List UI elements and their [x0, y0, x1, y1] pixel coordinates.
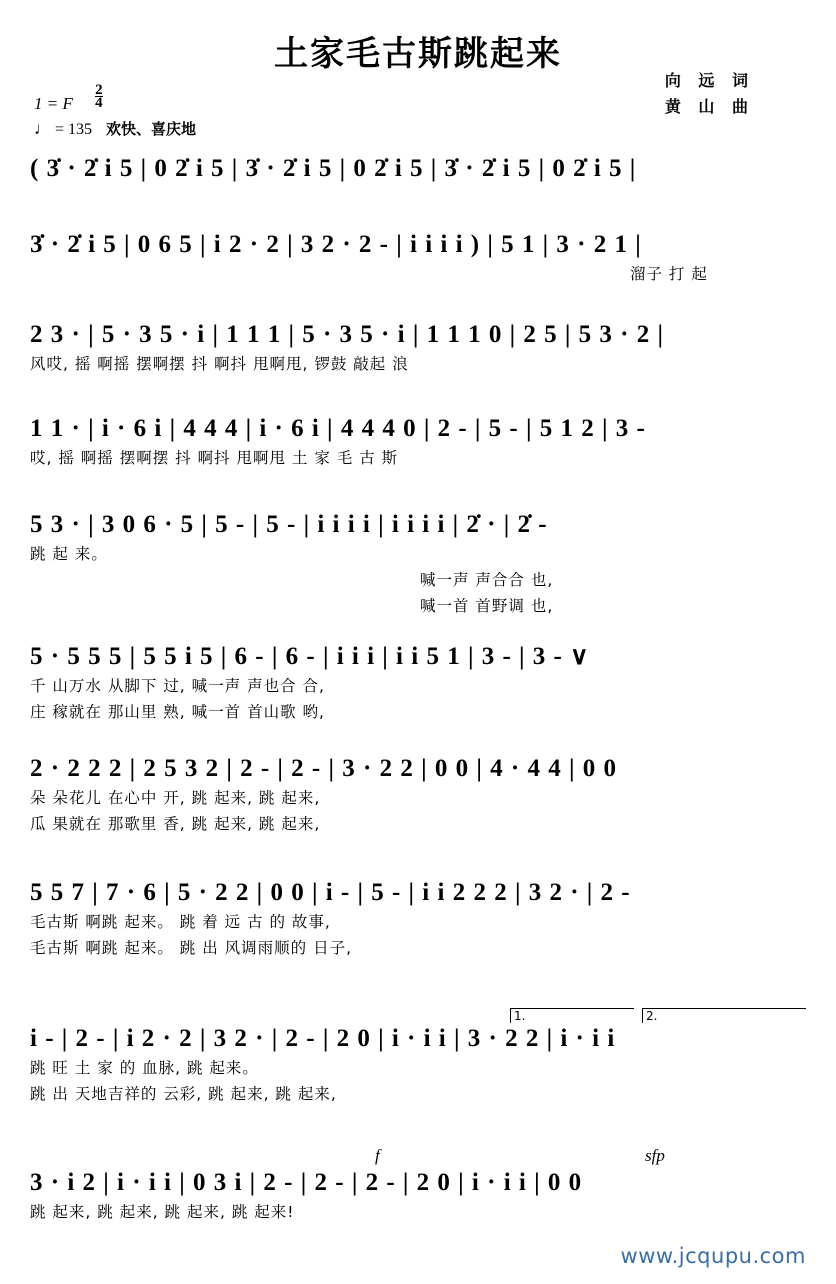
lyric-line-verse1: 跳 旺 土 家 的 血脉, 跳 起来。	[30, 1059, 259, 1077]
watermark-url: www.jcqupu.com	[620, 1244, 806, 1268]
lyric-line-verse1: 喊一声 声合合 也,	[420, 571, 554, 589]
lyric-line-verse2: 庄 稼就在 那山里 熟, 喊一首 首山歌 哟,	[30, 703, 325, 721]
music-system	[30, 640, 810, 724]
dynamic-sforzando-piano: sfp	[645, 1146, 665, 1165]
tempo-value: = 135	[55, 121, 93, 138]
lyric-line-verse2: 毛古斯 啊跳 起来。 跳 出 风调雨顺的 日子,	[30, 939, 352, 957]
notation-line: ( 3̇ · 2̇ i 5 | 0 2̇ i 5 | 3̇ · 2̇ i 5 | 0 2̇ i 5 | 3̇ · 2̇ i 5 | 0 2̇ i 5 |	[30, 155, 637, 182]
first-ending-bracket: 1.	[510, 1008, 634, 1023]
notation-line: 3̇ · 2̇ i 5 | 0 6 5 | i 2 · 2 | 3 2 · 2 - | i i i i ) | 5 1 | 3 · 2 1 |	[30, 231, 642, 258]
lyricist-credit: 向 远 词	[664, 71, 754, 90]
lyric-line: 溜子 打 起	[630, 265, 708, 283]
notation-line: 1 1 · | i · 6 i | 4 4 4 | i · 6 i | 4 4 4 0 | 2 - | 5 - | 5 1 2 | 3 -	[30, 415, 646, 442]
music-system	[30, 412, 810, 470]
notation-line: 5 3 · | 3 0 6 · 5 | 5 - | 5 - | i i i i | i i i i | 2̇ · | 2̇ -	[30, 511, 548, 538]
music-system	[30, 876, 810, 960]
notation-line: 5 · 5 5 5 | 5 5 i 5 | 6 - | 6 - | i i i | i i 5 1 | 3 - | 3 - ∨	[30, 643, 590, 670]
dynamic-forte: f	[375, 1146, 380, 1165]
music-system	[30, 1146, 810, 1224]
key-signature-block	[34, 82, 103, 114]
music-system	[30, 752, 810, 836]
lyric-line-verse1: 毛古斯 啊跳 起来。 跳 着 远 古 的 故事,	[30, 913, 331, 931]
lyric-line-verse2: 瓜 果就在 那歌里 香, 跳 起来, 跳 起来,	[30, 815, 321, 833]
lyric-line-verse1: 千 山万水 从脚下 过, 喊一声 声也合 合,	[30, 677, 325, 695]
composer-credit: 黄 山 曲	[664, 97, 754, 116]
page-title: 土家毛古斯跳起来	[274, 34, 562, 74]
expression-marking: 欢快、喜庆地	[106, 120, 197, 138]
lyric-line-verse2: 喊一首 首野调 也,	[420, 597, 554, 615]
second-ending-bracket: 2.	[642, 1008, 806, 1023]
lyric-line-verse2: 跳 出 天地吉祥的 云彩, 跳 起来, 跳 起来,	[30, 1085, 337, 1103]
music-system	[30, 508, 810, 618]
music-system	[30, 152, 810, 186]
music-system	[30, 228, 810, 286]
notation-line: 2 3 · | 5 · 3 5 · i | 1 1 1 | 5 · 3 5 · i | 1 1 1 0 | 2 5 | 5 3 · 2 |	[30, 321, 664, 348]
lyric-line-verse1: 朵 朵花儿 在心中 开, 跳 起来, 跳 起来,	[30, 789, 321, 807]
lyric-line: 哎, 摇 啊摇 摆啊摆 抖 啊抖 甩啊甩 土 家 毛 古 斯	[30, 449, 399, 467]
notation-line: 2 · 2 2 2 | 2 5 3 2 | 2 - | 2 - | 3 · 2 2 | 0 0 | 4 · 4 4 | 0 0	[30, 755, 617, 782]
lyric-line: 风哎, 摇 啊摇 摆啊摆 抖 啊抖 甩啊甩, 锣鼓 敲起 浪	[30, 355, 409, 373]
key-signature: 1 = F	[34, 94, 73, 113]
notation-line: 3 · i 2 | i · i i | 0 3 i | 2 - | 2 - | 2 - | 2 0 | i · i i | 0 0	[30, 1169, 583, 1196]
notation-line: 5 5 7 | 7 · 6 | 5 · 2 2 | 0 0 | i - | 5 - | i i 2 2 2 | 3 2 · | 2 -	[30, 879, 631, 906]
lyric-line: 跳 起来, 跳 起来, 跳 起来, 跳 起来!	[30, 1203, 295, 1221]
quarter-note-icon: ♩	[34, 119, 51, 138]
notation-line: i - | 2 - | i 2 · 2 | 3 2 · | 2 - | 2 0 | i · i i | 3 · 2 2 | i · i i	[30, 1025, 616, 1052]
time-signature-numerator: 2	[95, 82, 103, 98]
music-system	[30, 318, 810, 376]
music-system	[30, 1008, 810, 1106]
time-signature	[95, 84, 103, 109]
credits-block	[665, 68, 754, 120]
lyric-line: 跳 起 来。	[30, 545, 108, 563]
tempo-marking	[34, 118, 196, 139]
time-signature-denominator: 4	[95, 95, 103, 111]
